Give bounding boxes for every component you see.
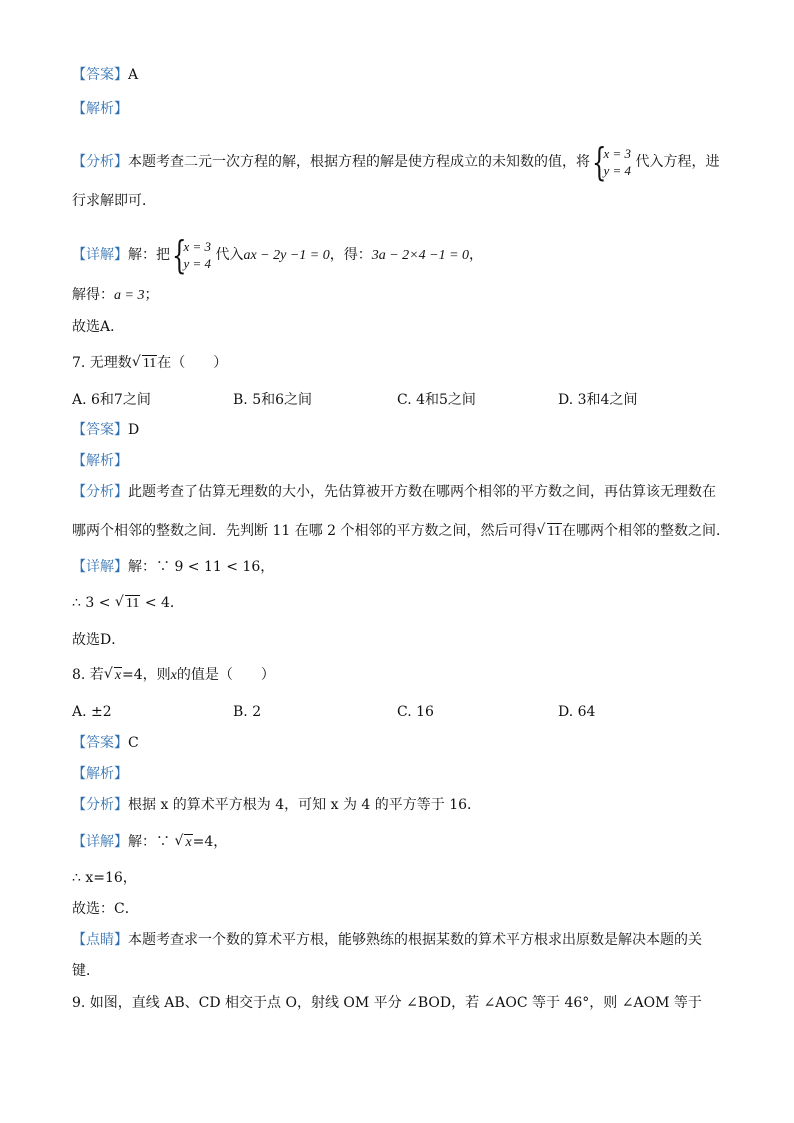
q8-stem: 8. 若√ x=4，则x的值是（ ） [72,666,275,685]
q7-option-a: A. 6和7之间 [72,392,151,408]
q7-choose-line: 故选D． [72,632,126,648]
sqrt-symbol: √ x [104,667,122,685]
q6-fenxi-line [72,145,719,179]
q7-ineq-line: ∴ 3 < √ 11 < 4． [72,594,184,613]
equation-system: { x = 3 y = 4 [594,145,631,179]
q7-stem: 7. 无理数√ 11在（ ） [72,354,227,373]
fenxi-tag: 【分析】 [72,154,128,170]
q8-analysis-line: 【解析】 [72,766,128,782]
q7-fenxi-line: 【分析】此题考查了估算无理数的大小，先估算被开方数在哪两个相邻的平方数之间，再估算该无理数在 [72,484,716,500]
q8-option-a: A. ±2 [72,704,112,720]
q6-choose-line: 故选A． [72,319,125,335]
q8-answer-line: 【答案】C [72,735,139,751]
q8-detail-line: 【详解】解：∵ √ x=4， [72,833,227,852]
equation: 3a − 2×4 −1 = 0 [371,248,470,263]
analysis-tag: 【解析】 [72,101,128,117]
q8-option-d: D. 64 [558,704,596,720]
fenxi-text-end: 行求解即可． [72,193,156,209]
answer-value: A [128,67,139,83]
q7-option-c: C. 4和5之间 [397,392,476,408]
q7-option-b: B. 5和6之间 [233,392,313,408]
q7-answer-line: 【答案】D [72,422,140,438]
q7-fenxi-line-2: 哪两个相邻的整数之间．先判断 11 在哪 2 个相邻的平方数之间，然后可得√ 11在哪两个相邻的整数之间． [72,522,730,541]
q7-option-d: D. 3和4之间 [558,392,638,408]
q8-fenxi-line: 【分析】根据 x 的算术平方根为 4，可知 x 为 4 的平方等于 16． [72,797,482,813]
q6-fenxi-line-2 [72,192,156,210]
q7-detail-line: 【详解】解：∵ 9 < 11 < 16， [72,559,275,575]
q8-dianjing-line-2: 键． [72,963,100,979]
q6-detail-line: 【详解】解：把 { x = 3 y = 4 代入ax − 2y −1 = 0，得：3a − 2×4 −1 = 0， [72,238,483,272]
q8-option-b: B. 2 [233,704,262,720]
q6-analysis-line [72,100,128,118]
q9-stem: 9. 如图，直线 AB、CD 相交于点 O，射线 OM 平分 ∠BOD，若 ∠AOC 等于 46°，则 ∠AOM 等于 [72,995,702,1011]
q6-solve-line: 解得：a = 3； [72,287,159,303]
sqrt-symbol: √ 11 [115,595,140,613]
equation: ax − 2y −1 = 0 [243,248,330,263]
sqrt-symbol: √ 11 [132,355,157,373]
detail-tag: 【详解】 [72,247,128,263]
q8-option-c: C. 16 [397,704,434,720]
answer-tag: 【答案】 [72,67,128,83]
fenxi-text-cont: 代入方程，进 [635,154,720,170]
q8-dianjing-line: 【点睛】本题考查求一个数的算术平方根，能够熟练的根据某数的算术平方根求出原数是解决本题的关 [72,932,702,948]
sqrt-symbol: √ 11 [537,523,562,541]
q6-answer-line [72,66,138,84]
fenxi-text: 本题考查二元一次方程的解，根据方程的解是使方程成立的未知数的值，将 [128,154,590,170]
q8-result-line: ∴ x=16， [72,870,137,886]
q7-analysis-line: 【解析】 [72,453,128,469]
sqrt-symbol: √ x [174,834,192,852]
equation-system: { x = 3 y = 4 [174,238,211,272]
q8-choose-line: 故选：C． [72,901,139,917]
